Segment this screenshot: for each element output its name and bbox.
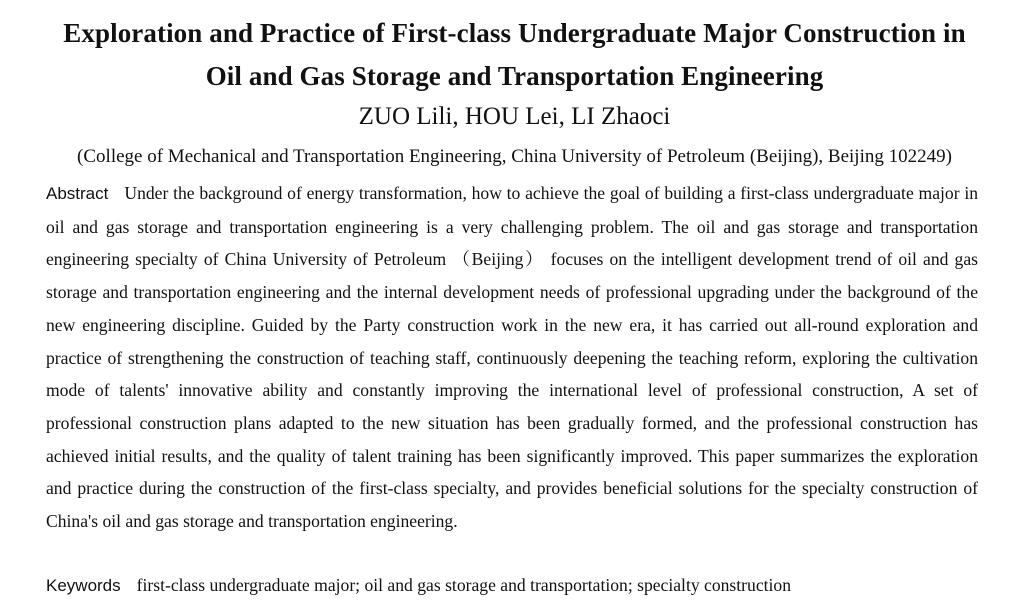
abstract-text: Under the background of energy transformation, how to achieve the goal of building a first-class undergraduate major in oil and gas storage and transportation engineering is a very challenging problem. The oil and gas storage and transportation engineering specialty of China University of Petroleum （Beijing） focuses on the intelligent development trend of oil and gas storage and transportation engineering and the internal development needs of professional upgrading under the background of the new engineering discipline. Guided by the Party construction work in the new era, it has carried out all-round exploration and practice of strengthening the construction of teaching staff, continuously deepening the teaching reform, exploring the cultivation mode of talents' innovative ability and constantly improving the international level of professional construction, A set of professional construction plans adapted to the new situation has been gradually formed, and the professional construction has achieved initial results, and the quality of talent training has been significantly improved. This paper summarizes the exploration and practice during the construction of the first-class specialty, and provides beneficial solutions for the specialty construction of China's oil and gas storage and transportation engineering.	[46, 183, 978, 532]
keywords-text: first-class undergraduate major; oil and gas storage and transportation; specialty construction	[136, 575, 792, 595]
keywords	[46, 570, 986, 601]
title-line-1: Exploration and Practice of First-class Undergraduate Major Construction in	[63, 18, 966, 48]
authors: ZUO Lili, HOU Lei, LI Zhaoci	[358, 103, 671, 130]
keywords-label: Keywords	[46, 576, 121, 595]
title-line-2: Oil and Gas Storage and Transportation Engineering	[205, 61, 824, 91]
abstract	[46, 177, 978, 538]
abstract-label: Abstract	[46, 184, 109, 203]
paper-title	[0, 12, 1029, 98]
affiliation: (College of Mechanical and Transportation Engineering, China University of Petroleum (Beijing), Beijing 102249)	[77, 146, 952, 167]
